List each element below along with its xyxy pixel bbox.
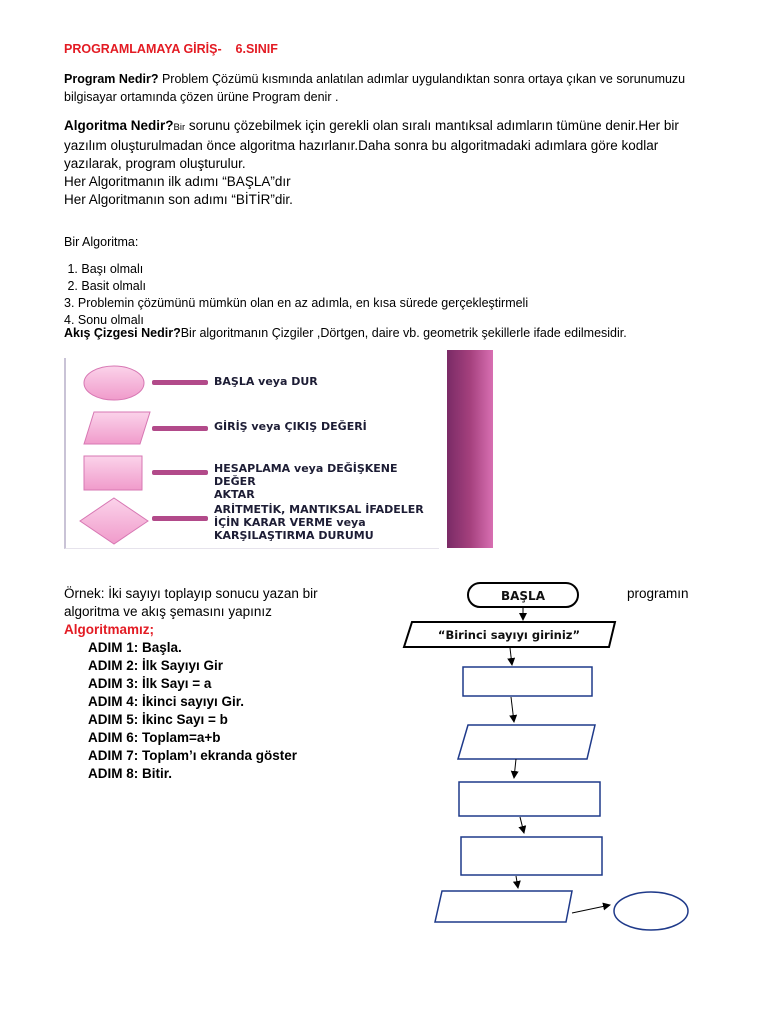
legend-label-line: KARŞILAŞTIRMA DURUMU <box>214 529 374 542</box>
algorithm-line-3: yazılarak, program oluşturulur. <box>64 156 246 171</box>
flowchart-process-node <box>461 837 602 875</box>
example-line-1-tail: programın <box>627 586 689 601</box>
flowchart-arrow <box>511 697 514 722</box>
flowchart-start-label: BAŞLA <box>500 589 546 603</box>
algorithm-step: ADIM 1: Başla. <box>88 640 182 655</box>
decision-diamond-symbol <box>80 498 148 544</box>
legend-arrow <box>152 516 208 521</box>
algorithm-step: ADIM 2: İlk Sayıyı Gir <box>88 658 224 673</box>
legend-label-process <box>214 462 439 501</box>
flowchart-process-node <box>463 667 592 696</box>
algorithm-definition <box>64 117 714 209</box>
flowchart-definition <box>64 324 714 342</box>
requirements-intro: Bir Algoritma: <box>64 235 139 249</box>
flowchart-end-node <box>614 892 688 930</box>
legend-arrow <box>152 426 208 431</box>
algorithm-step: ADIM 4: İkinci sayıyı Gir. <box>88 694 245 709</box>
algorithm-term: Algoritma Nedir? <box>64 118 174 133</box>
flowchart-io-node <box>458 725 595 759</box>
algorithm-step: ADIM 8: Bitir. <box>88 766 173 781</box>
program-term: Program Nedir? <box>64 72 159 86</box>
flowchart-arrow <box>516 876 518 888</box>
terminal-ellipse-symbol <box>84 366 144 400</box>
algorithm-step: ADIM 3: İlk Sayı = a <box>88 676 212 691</box>
flowchart-process-node <box>459 782 600 816</box>
page-title: PROGRAMLAMAYA GİRİŞ- 6.SINIF <box>64 42 278 56</box>
algorithm-step: ADIM 5: İkinc Sayı = b <box>88 712 228 727</box>
list-item: 4. Sonu olmalı <box>64 313 144 327</box>
flowchart-arrow <box>510 648 512 665</box>
legend-arrow <box>152 470 208 475</box>
legend-label-line: ARİTMETİK, MANTIKSAL İFADELER <box>214 503 424 516</box>
flowchart-arrow <box>520 817 524 833</box>
requirements-list <box>64 261 528 329</box>
algorithm-step: ADIM 7: Toplam’ı ekranda göster <box>88 748 298 763</box>
algorithm-line-2: yazılım oluşturulmadan önce algoritma hazırlanır.Daha sonra bu algoritmadaki adımlara göre kodlar <box>64 138 659 153</box>
legend-label-line: İÇİN KARAR VERME veya <box>214 516 366 529</box>
legend-label-line: AKTAR <box>214 488 255 501</box>
list-item: 2. Basit olmalı <box>64 279 146 293</box>
flowchart-arrow <box>514 759 516 778</box>
flowchart-output-node <box>435 891 572 922</box>
list-item: 3. Problemin çözümünü mümkün olan en az adımla, en kısa sürede gerçekleştirmeli <box>64 296 529 310</box>
process-rectangle-symbol <box>84 456 142 490</box>
legend-side-bar <box>447 350 493 548</box>
legend-label-line: HESAPLAMA veya DEĞİŞKENE DEĞER <box>214 462 398 488</box>
algorithm-steps <box>88 639 297 783</box>
legend-label-terminal: BAŞLA veya DUR <box>214 375 318 388</box>
algorithm-line-4: Her Algoritmanın ilk adımı “BAŞLA”dır <box>64 174 291 189</box>
program-line-2: bilgisayar ortamında çözen ürüne Program denir . <box>64 90 339 104</box>
algorithm-small-word: Bir <box>173 122 186 133</box>
flowchart-arrow <box>572 905 610 913</box>
algorithm-heading: Algoritmamız; <box>64 622 155 637</box>
legend-label-io: GİRİŞ veya ÇIKIŞ DEĞERİ <box>214 420 367 433</box>
example-line-2: algoritma ve akış şemasını yapınız <box>64 604 272 619</box>
algorithm-line-5: Her Algoritmanın son adımı “BİTİR”dir. <box>64 192 293 207</box>
list-item: 1. Başı olmalı <box>64 262 144 276</box>
example-flowchart <box>400 570 700 940</box>
flowchart-input-label: “Birinci sayıyı giriniz” <box>437 628 581 642</box>
flowchart-symbols-legend <box>64 358 439 549</box>
algorithm-line-1: sorunu çözebilmek için gerekli olan sıralı mantıksal adımların tümüne denir.Her bir <box>185 118 679 133</box>
input-output-parallelogram-symbol <box>84 412 150 444</box>
legend-label-decision <box>214 503 424 542</box>
program-definition <box>64 70 714 106</box>
program-line-1: Problem Çözümü kısmında anlatılan adımlar uygulandıktan sonra ortaya çıkan ve sorunumuzu <box>158 72 686 86</box>
flowchart-definition-text: Bir algoritmanın Çizgiler ,Dörtgen, daire vb. geometrik şekillerle ifade edilmesidir. <box>180 326 627 340</box>
legend-arrow <box>152 380 208 385</box>
example-line-1: Örnek: İki sayıyı toplayıp sonucu yazan bir <box>64 586 318 601</box>
algorithm-step: ADIM 6: Toplam=a+b <box>88 730 221 745</box>
flowchart-term: Akış Çizgesi Nedir? <box>64 326 181 340</box>
